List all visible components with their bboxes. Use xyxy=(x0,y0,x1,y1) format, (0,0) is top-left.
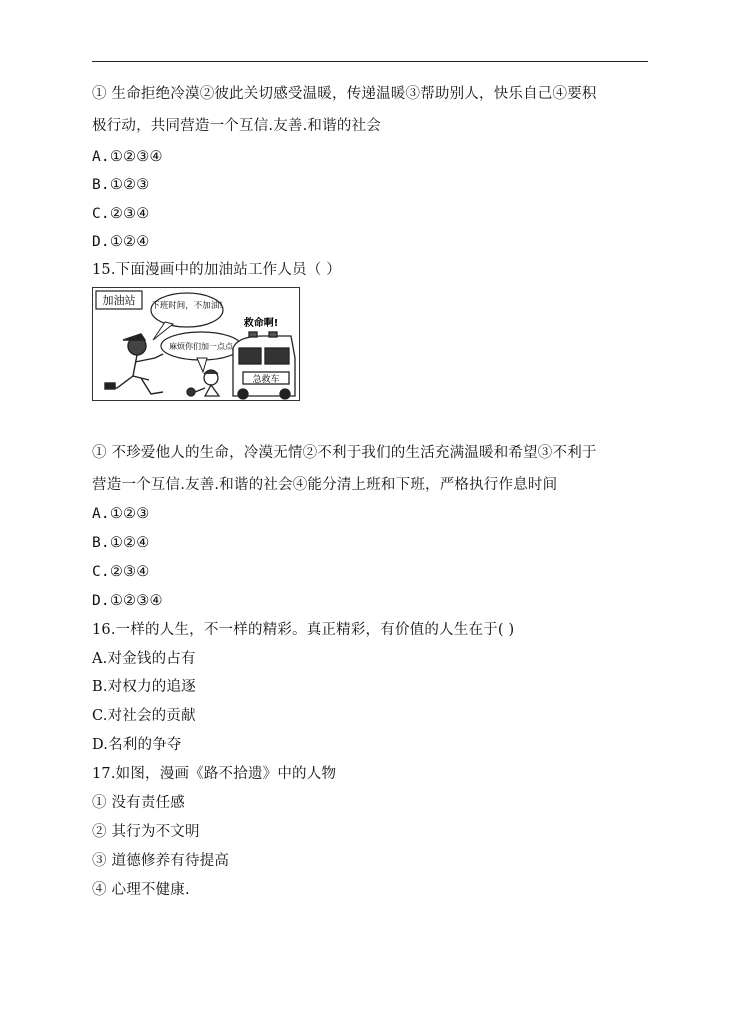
q16-option-a: A.对金钱的占有 xyxy=(92,651,196,667)
q15-option-c: C.②③④ xyxy=(92,564,150,580)
cartoon-shout: 救命啊! xyxy=(243,318,279,329)
q15-stem-line1: ① 不珍爱他人的生命，冷漠无情②不利于我们的生活充满温暖和希望③不利于 xyxy=(92,445,597,461)
q14-stem-line2: 极行动，共同营造一个互信.友善.和谐的社会 xyxy=(92,118,381,134)
q15-stem-line2: 营造一个互信.友善.和谐的社会④能分清上班和下班，严格执行作息时间 xyxy=(92,477,558,493)
q15-option-b: B.①②④ xyxy=(92,535,150,551)
q16-option-c: C.对社会的贡献 xyxy=(92,708,196,724)
q17-question: 17.如图，漫画《路不拾遗》中的人物 xyxy=(92,766,337,782)
q17-item-3: ③ 道德修养有待提高 xyxy=(92,853,230,869)
header-rule xyxy=(92,61,648,62)
gas-station-cartoon xyxy=(92,287,300,401)
ambulance-drawing xyxy=(233,332,295,399)
q16-question: 16.一样的人生，不一样的精彩。真正精彩，有价值的人生在于( ) xyxy=(92,622,515,638)
cartoon-child-bubble: 麻烦你们加一点点 xyxy=(169,342,233,351)
q16-option-b: B.对权力的追逐 xyxy=(92,679,196,695)
cartoon-vehicle-label: 急救车 xyxy=(252,375,280,385)
q17-item-1: ① 没有责任感 xyxy=(92,795,186,811)
cartoon-worker-bubble: 下班时间，不加油! xyxy=(151,301,223,311)
q14-option-c: C.②③④ xyxy=(92,206,150,222)
cartoon-sign-text: 加油站 xyxy=(102,294,136,307)
q14-option-d: D.①②④ xyxy=(92,234,150,250)
worker-figure xyxy=(105,334,163,394)
q14-option-b: B.①②③ xyxy=(92,177,150,193)
q15-option-d: D.①②③④ xyxy=(92,593,163,609)
q15-option-a: A.①②③ xyxy=(92,506,150,522)
q16-option-d: D.名利的争夺 xyxy=(92,737,182,753)
q15-question: 15.下面漫画中的加油站工作人员（ ） xyxy=(92,262,341,278)
child-figure xyxy=(187,370,219,396)
q14-stem-line1: ① 生命拒绝冷漠②彼此关切感受温暖，传递温暖③帮助别人，快乐自己④要积 xyxy=(92,86,597,102)
q17-item-2: ② 其行为不文明 xyxy=(92,824,200,840)
q17-item-4: ④ 心理不健康. xyxy=(92,882,190,898)
q14-option-a: A.①②③④ xyxy=(92,149,163,165)
